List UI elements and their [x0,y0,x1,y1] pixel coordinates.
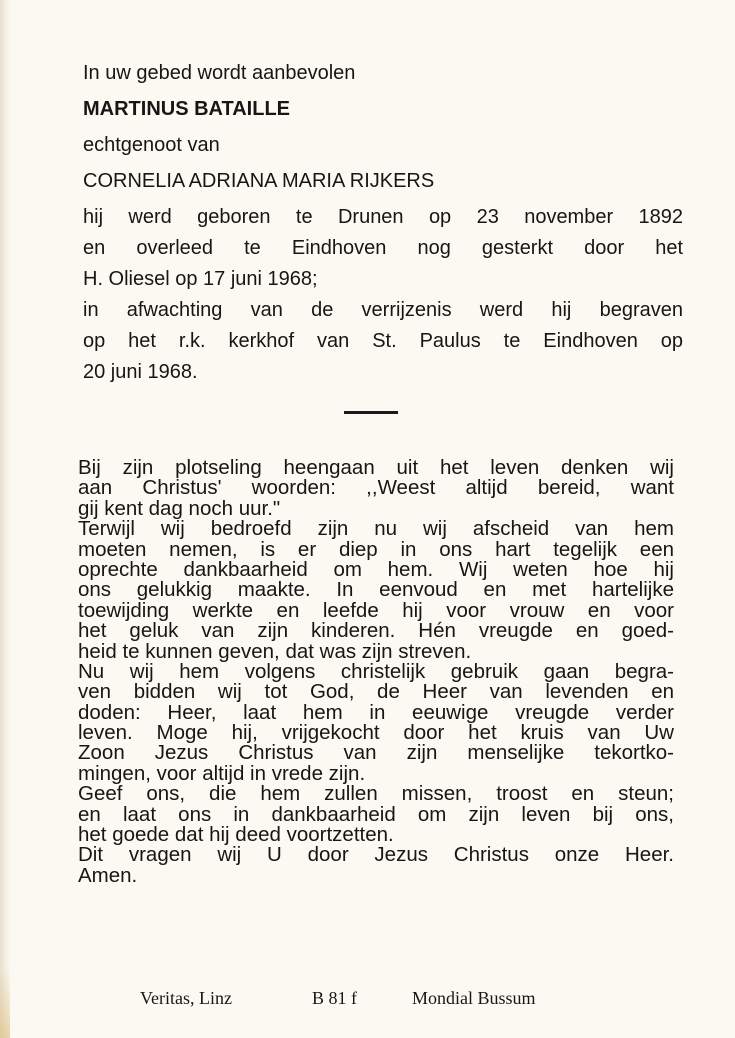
prayer-line: aan Christus' woorden: ,,Weest altijd bereid, want [78,476,674,500]
prayer-line: doden: Heer, laat hem in eeuwige vreugde verder [78,700,674,724]
printer-text: Mondial Bussum [412,988,536,1008]
prayer-line: heid te kunnen geven, dat was zijn streven. [78,639,472,663]
prayer-line: gij kent dag noch uur." [78,496,281,520]
prayer-line: het goede dat hij deed voortzetten. [78,823,394,847]
printer-footer [140,988,600,1010]
spouse-label: echtgenoot van [83,134,220,156]
prayer-line: en laat ons in dankbaarheid om zijn leven bij ons, [78,802,674,826]
biography-line: in afwachting van de verrijzenis werd hij begraven [83,299,683,321]
prayer-line: oprechte dankbaarheid om hem. Wij weten hoe hij [78,557,674,581]
divider-rule [344,411,398,414]
deceased-name: MARTINUS BATAILLE [83,98,291,120]
biography-line: H. Oliesel op 17 juni 1968; [83,268,318,290]
header-section [83,58,683,388]
prayer-line: Dit vragen wij U door Jezus Christus onze Heer. [78,843,674,867]
intro-text: In uw gebed wordt aanbevolen [83,62,356,84]
biography-line: 20 juni 1968. [83,361,198,383]
biography-line: op het r.k. kerkhof van St. Paulus te Eindhoven op [83,330,683,352]
prayer-line: het geluk van zijn kinderen. Hén vreugde en goed- [78,619,674,643]
prayer-line: Amen. [78,863,138,887]
spouse-name: CORNELIA ADRIANA MARIA RIJKERS [83,170,435,192]
biography-block [83,202,683,388]
prayer-line: toewijding werkte en leefde hij voor vrouw en voor [78,598,674,622]
prayer-line: ven bidden wij tot God, de Heer van levenden en [78,680,674,704]
prayer-line: mingen, voor altijd in vrede zijn. [78,761,366,785]
prayer-line: Geef ons, die hem zullen missen, troost en steun; [78,782,674,806]
prayer-line: Terwijl wij bedroefd zijn nu wij afscheid van hem [78,517,674,541]
prayer-text [78,458,674,886]
card-code: B 81 f [312,988,357,1008]
prayer-line: Nu wij hem volgens christelijk gebruik gaan begra- [78,659,674,683]
prayer-line: moeten nemen, is er diep in ons hart tegelijk een [78,537,674,561]
publisher-text: Veritas, Linz [140,988,232,1008]
biography-line: hij werd geboren te Drunen op 23 november 1892 [83,206,683,228]
prayer-line: Zoon Jezus Christus van zijn menselijke tekortko- [78,741,674,765]
prayer-line: ons gelukkig maakte. In eenvoud en met hartelijke [78,578,674,602]
prayer-line: leven. Moge hij, vrijgekocht door het kruis van Uw [78,721,674,745]
prayer-line: Bij zijn plotseling heengaan uit het leven denken wij [78,456,674,479]
biography-line: en overleed te Eindhoven nog gesterkt door het [83,237,683,259]
